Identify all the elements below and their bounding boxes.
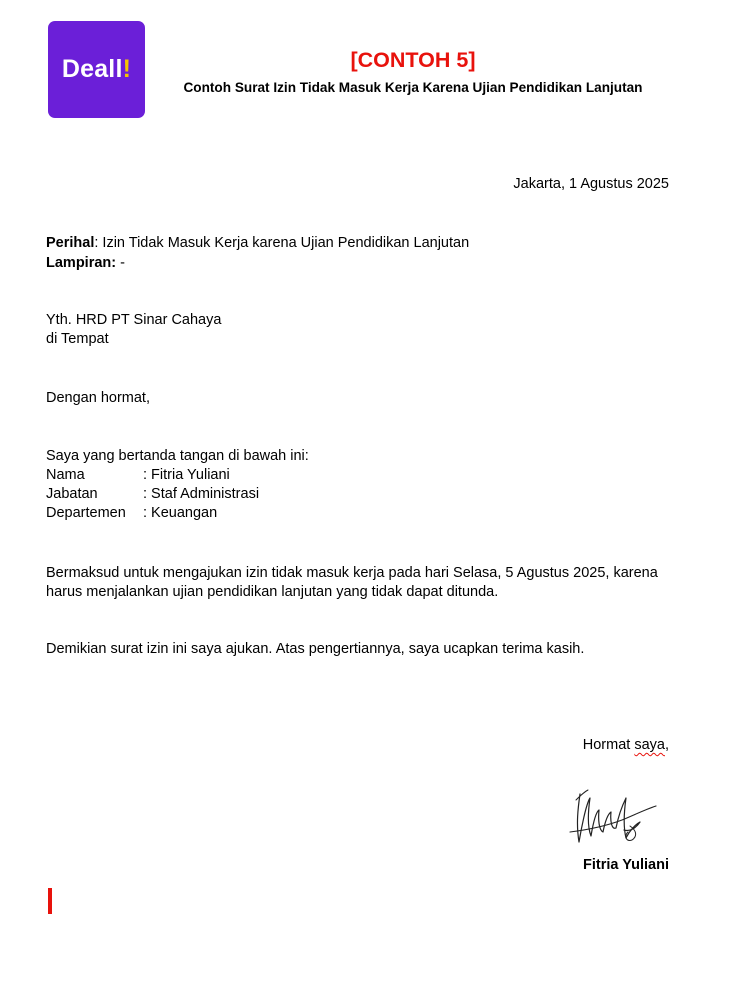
recipient-line-1: Yth. HRD PT Sinar Cahaya bbox=[46, 312, 222, 328]
greeting: Dengan hormat, bbox=[46, 390, 150, 406]
subject-line bbox=[46, 234, 469, 253]
sign-off bbox=[583, 737, 669, 753]
attachment-line bbox=[46, 254, 125, 273]
red-cursor-marker bbox=[48, 888, 52, 914]
signer-name: Fitria Yuliani bbox=[583, 857, 669, 873]
field-row-department bbox=[46, 504, 217, 523]
attachment-value: - bbox=[116, 255, 125, 271]
intro-line: Saya yang bertanda tangan di bawah ini: bbox=[46, 448, 309, 464]
sign-off-suffix: , bbox=[664, 737, 669, 753]
sign-off-prefix: Hormat bbox=[582, 737, 635, 753]
subject-label: Perihal bbox=[46, 235, 95, 251]
subject-value: : Izin Tidak Masuk Kerja karena Ujian Pendidikan Lanjutan bbox=[94, 235, 470, 251]
logo-accent: ! bbox=[122, 55, 132, 83]
document-subtitle: Contoh Surat Izin Tidak Masuk Kerja Karena Ujian Pendidikan Lanjutan bbox=[183, 80, 643, 95]
deall-logo bbox=[48, 21, 145, 118]
closing-line: Demikian surat izin ini saya ajukan. Atas pengertiannya, saya ucapkan terima kasih. bbox=[46, 641, 585, 657]
field-value: : Staf Administrasi bbox=[143, 486, 260, 502]
example-label: [CONTOH 5] bbox=[350, 48, 476, 72]
handwritten-signature-icon bbox=[566, 786, 660, 852]
body-line-1: Bermaksud untuk mengajukan izin tidak masuk kerja pada hari Selasa, 5 Agustus 2025, karena bbox=[46, 565, 658, 581]
spellcheck-word: saya bbox=[634, 737, 665, 753]
field-key: Jabatan bbox=[46, 486, 98, 502]
field-value: : Keuangan bbox=[143, 505, 218, 521]
field-row-name bbox=[46, 466, 230, 485]
logo-text bbox=[62, 55, 131, 84]
recipient-line-2: di Tempat bbox=[46, 331, 109, 347]
field-key: Nama bbox=[46, 467, 85, 483]
field-value: : Fitria Yuliani bbox=[143, 467, 230, 483]
field-row-position bbox=[46, 485, 259, 504]
field-key: Departemen bbox=[46, 505, 126, 521]
attachment-label: Lampiran: bbox=[46, 255, 117, 271]
body-line-2: harus menjalankan ujian pendidikan lanjutan yang tidak dapat ditunda. bbox=[46, 584, 499, 600]
place-date: Jakarta, 1 Agustus 2025 bbox=[513, 176, 669, 192]
logo-word: Deall bbox=[61, 55, 123, 83]
